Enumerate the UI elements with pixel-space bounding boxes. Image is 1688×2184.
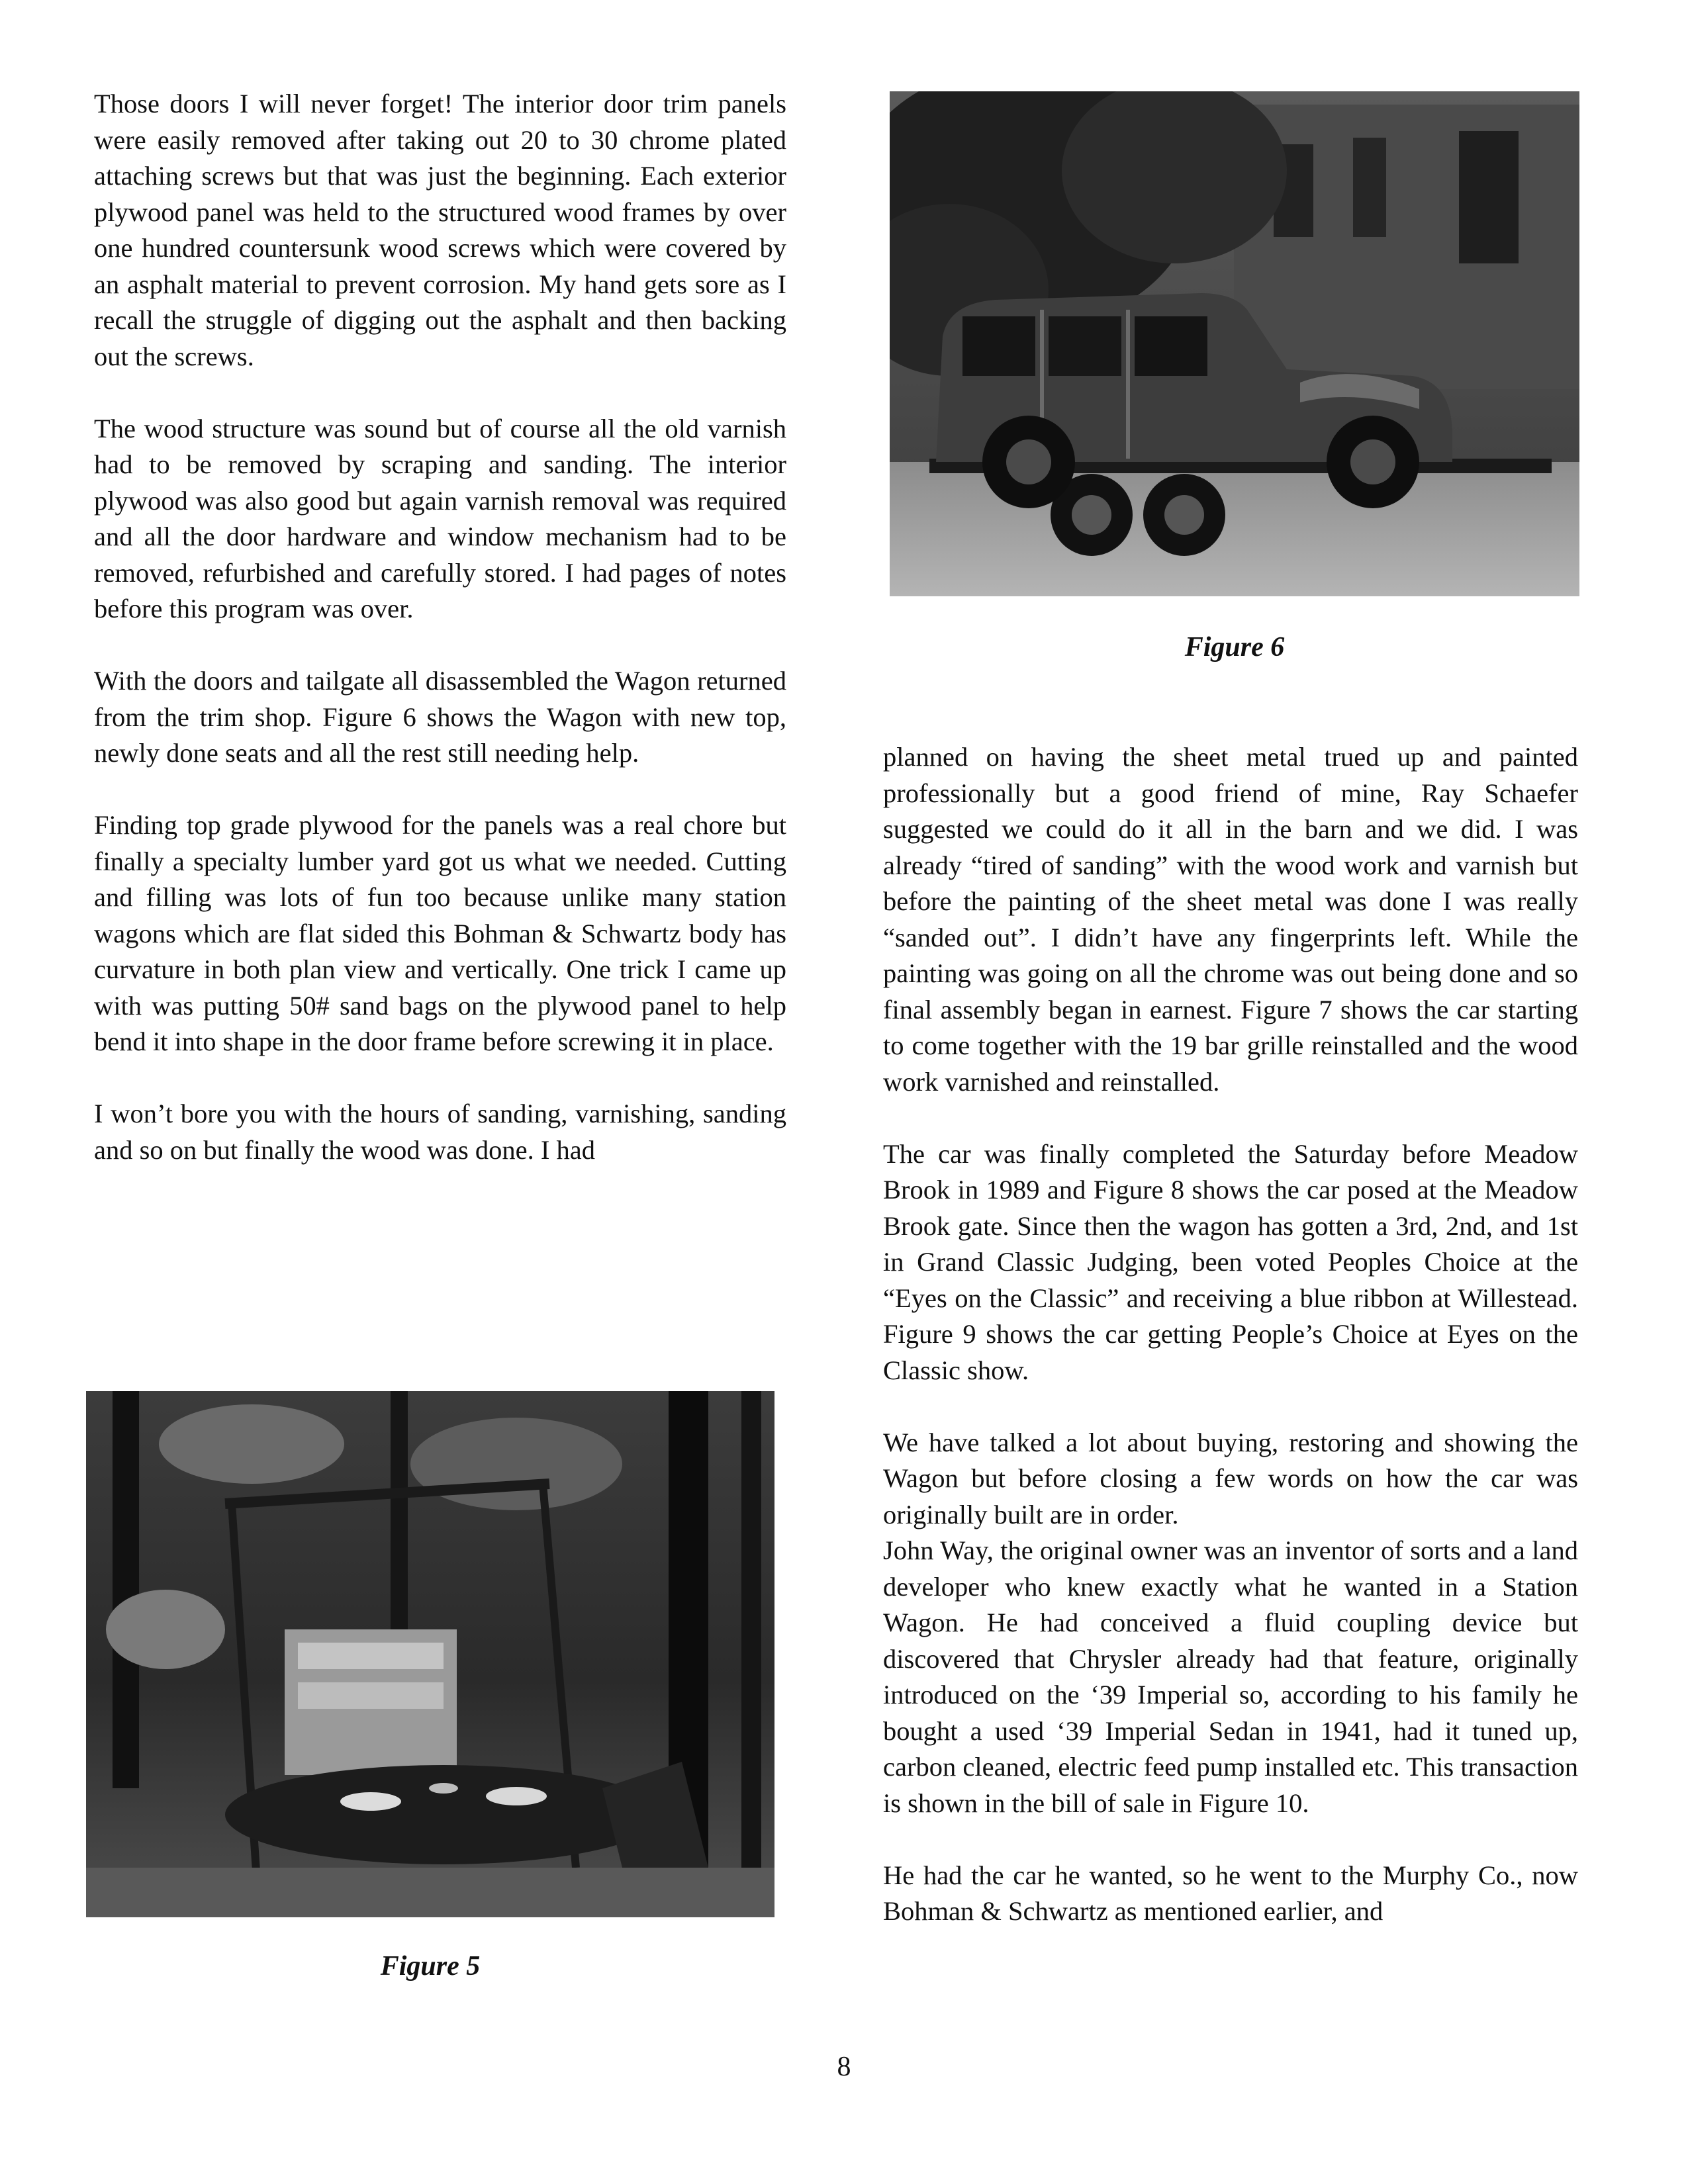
- figure-5-photo: [86, 1391, 774, 1917]
- outdoor-seats-scene-image: [86, 1391, 774, 1917]
- paragraph-trim-shop: With the doors and tailgate all disassembled the Wagon returned from the trim shop. Figure 6 shows the Wagon with new top, newly done seats and all the rest still needing help.: [94, 666, 786, 768]
- paragraph-original-build: We have talked a lot about buying, restoring and showing the Wagon but before closing a few words on how the car was originally built are in order.: [883, 1427, 1578, 1529]
- paragraph-wood-structure: The wood structure was sound but of course all the old varnish had to be removed by scraping and sanding. The interior plywood was also good but again varnish removal was required and all the door hardware and window mechanism had to be removed, refurbished and carefully stored. I had pages of notes before this program was over.: [94, 413, 786, 623]
- figure-5-caption: Figure 5: [380, 1951, 481, 1981]
- paragraph-plywood: Finding top grade plywood for the panels was a real chore but finally a specialty lumber yard got us what we needed. Cutting and filling was lots of fun too because unlike many station wagons which are flat sided this Bohman & Schwartz body has curvature in both plan view and vertically. One trick I came up with was putting 50# sand bags on the plywood panel to help bend it into shape in the door frame before screwing it in place.: [94, 810, 786, 1056]
- paragraph-doors: Those doors I will never forget! The interior door trim panels were easily removed after taking out 20 to 30 chrome plated attaching screws but that was just the beginning. Each exterior plywood panel was held to the structured wood frames by over one hundred countersunk wood screws which were covered by an asphalt material to prevent corrosion. My hand gets sore as I recall the struggle of digging out the asphalt and then backing out the screws.: [94, 89, 786, 371]
- paragraph-painting: planned on having the sheet metal trued up and painted professionally but a good friend of mine, Ray Schaefer suggested we could do it all in the barn and we did. I was already “tired of sanding” with the wood work and varnish but before the painting of the sheet metal was done I was really “sanded out”. I didn’t have any fingerprints left. While the painting was going on all the chrome was out being done and so final assembly began in earnest. Figure 7 shows the car starting to come together with the 19 bar grille reinstalled and the wood work varnished and reinstalled.: [883, 742, 1578, 1097]
- figure-6-caption: Figure 6: [1184, 632, 1285, 662]
- right-column: [883, 739, 1578, 1930]
- figure-6-photo: [890, 91, 1579, 596]
- left-column: [94, 86, 786, 1168]
- paragraph-completion: The car was finally completed the Saturday before Meadow Brook in 1989 and Figure 8 shows the car posed at the Meadow Brook gate. Since then the wagon has gotten a 3rd, 2nd, and 1st in Grand Classic Judging, been voted Peoples Choice at the “Eyes on the Classic” and receiving a blue ribbon at Willestead. Figure 9 shows the car getting People’s Choice at Eyes on the Classic show.: [883, 1138, 1578, 1385]
- station-wagon-on-trailer-image: [890, 91, 1579, 596]
- paragraph-john-way: John Way, the original owner was an inventor of sorts and a land developer who knew exactly what he wanted in a Station Wagon. He had conceived a fluid coupling device but discovered that Chrysler already had that feature, originally introduced on the ‘39 Imperial so, according to his family he bought a used ‘39 Imperial Sedan in 1941, had it tuned up, carbon cleaned, electric feed pump installed etc. This transaction is shown in the bill of sale in Figure 10.: [883, 1535, 1578, 1818]
- paragraph-sanding: I won’t bore you with the hours of sanding, varnishing, sanding and so on but finally the wood was done. I had: [94, 1099, 786, 1165]
- paragraph-murphy-co: He had the car he wanted, so he went to the Murphy Co., now Bohman & Schwartz as mentioned earlier, and: [883, 1860, 1578, 1926]
- page-number: 8: [837, 2052, 851, 2082]
